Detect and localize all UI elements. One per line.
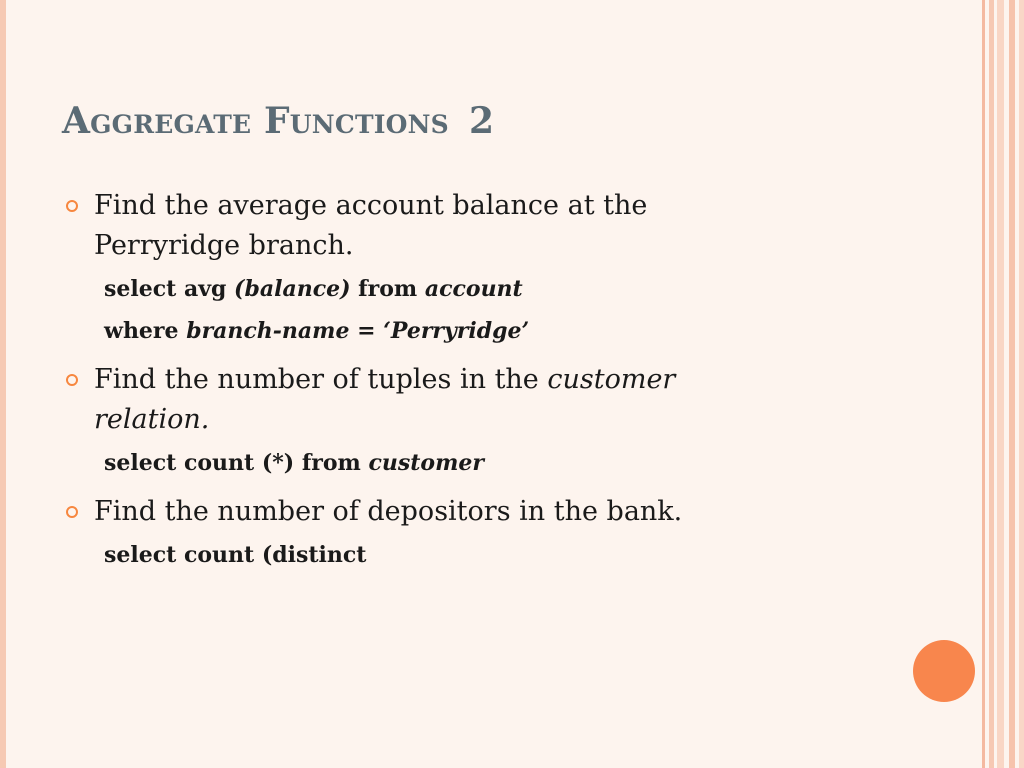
stripe (997, 0, 1004, 768)
bullet-text: Find the number of depositors in the bank. (94, 496, 683, 527)
stripe (1009, 0, 1015, 768)
bullet-text: Find the average account balance at the Perryridge branch. (94, 190, 648, 261)
sql-keyword: where (104, 318, 187, 344)
bullet-item (62, 360, 782, 440)
sql-identifier: customer (368, 450, 484, 476)
stripe (1019, 0, 1024, 768)
bullet-text: Find the number of tuples in the (94, 364, 548, 395)
bullet-item (62, 492, 782, 532)
bullet-ring-icon (66, 374, 78, 386)
sql-identifier: account (424, 276, 523, 302)
sql-keyword: from (350, 276, 425, 302)
decorative-circle (913, 640, 975, 702)
sql-keyword: select count (*) from (104, 450, 369, 476)
sql-line (62, 276, 782, 302)
left-border (0, 0, 6, 768)
right-stripe-border (980, 0, 1024, 768)
stripe (989, 0, 994, 768)
sql-line (62, 542, 782, 568)
sql-line (62, 318, 782, 344)
sql-identifier: (balance) (234, 276, 351, 302)
sql-line (62, 450, 782, 476)
sql-literal: ‘Perryridge’ (383, 318, 530, 344)
slide-content (62, 186, 782, 568)
bullet-text-italic: customer relation. (94, 364, 676, 435)
bullet-item (62, 186, 782, 266)
slide-title-number: 2 (468, 100, 495, 142)
slide-title-text: Aggregate Functions (62, 100, 449, 142)
sql-identifier: branch-name (186, 318, 350, 344)
slide-title (62, 100, 494, 142)
sql-keyword: select avg (104, 276, 235, 302)
sql-operator: = (349, 318, 384, 344)
bullet-ring-icon (66, 200, 78, 212)
sql-keyword: select count (distinct (104, 542, 367, 568)
stripe (982, 0, 985, 768)
bullet-ring-icon (66, 506, 78, 518)
